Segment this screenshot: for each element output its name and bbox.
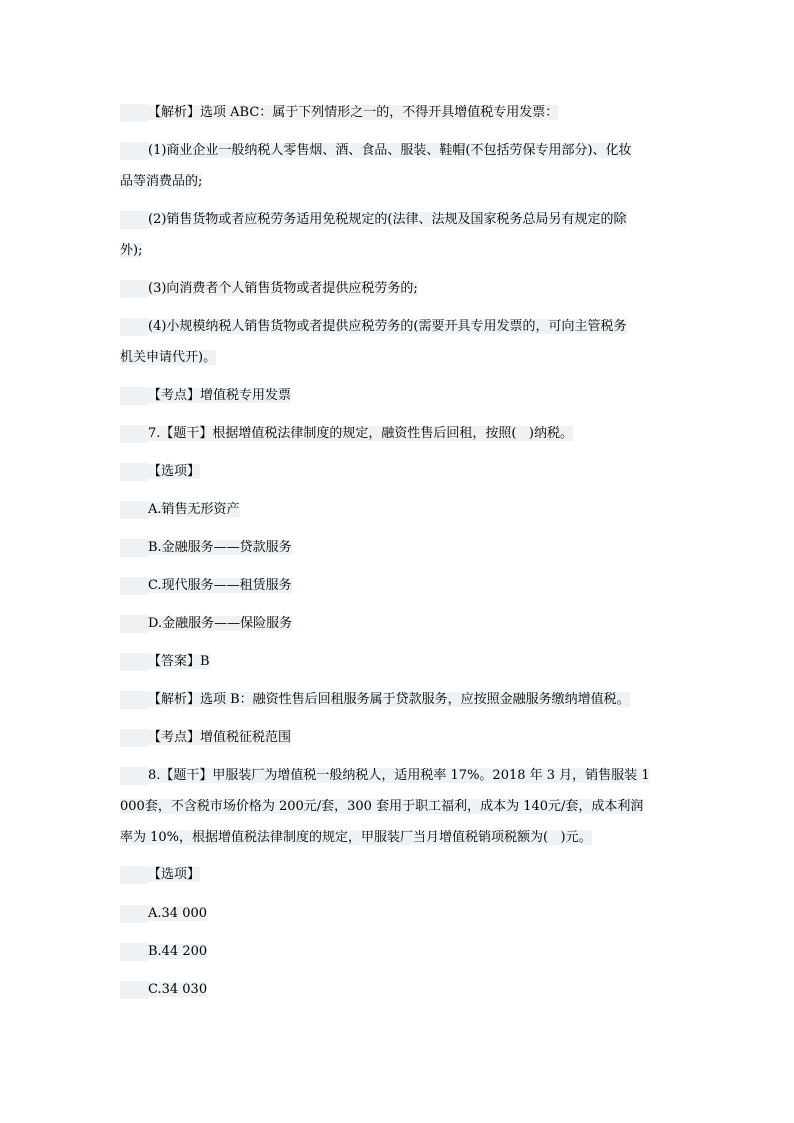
indent-marker bbox=[120, 142, 148, 160]
indent-marker bbox=[120, 425, 148, 443]
indent-marker bbox=[120, 318, 148, 336]
analysis-heading: 【解析】选项 ABC：属于下列情形之一的，不得开具增值税专用发票： bbox=[120, 104, 558, 122]
option-8-c: C.34 030 bbox=[120, 981, 207, 999]
indent-marker bbox=[120, 280, 148, 298]
indent-marker bbox=[120, 767, 148, 785]
list-item-2: (2)销售货物或者应税劳务适用免税规定的(法律、法规及国家税务总局另有规定的除 bbox=[120, 211, 627, 229]
indent-marker bbox=[120, 577, 148, 595]
option-7-b: B.金融服务——贷款服务 bbox=[120, 539, 292, 557]
list-item-4-continued: 机关申请代开)。 bbox=[120, 350, 217, 365]
indent-marker bbox=[120, 653, 148, 671]
indent-marker bbox=[120, 501, 148, 519]
indent-marker bbox=[120, 104, 148, 122]
indent-marker bbox=[120, 866, 148, 884]
list-item-1: (1)商业企业一般纳税人零售烟、酒、食品、服装、鞋帽(不包括劳保专用部分)、化妆 bbox=[120, 142, 632, 160]
indent-marker bbox=[120, 539, 148, 557]
indent-marker bbox=[120, 463, 148, 481]
indent-marker bbox=[120, 211, 148, 229]
question-8-stem-line-3: 率为 10%，根据增值税法律制度的规定，甲服装厂当月增值税销项税额为( )元。 bbox=[120, 830, 592, 845]
indent-marker bbox=[120, 387, 148, 405]
question-7-stem: 7.【题干】根据增值税法律制度的规定，融资性售后回租，按照( )纳税。 bbox=[120, 425, 573, 443]
analysis-7: 【解析】选项 B：融资性售后回租服务属于贷款服务，应按照金融服务缴纳增值税。 bbox=[120, 691, 630, 709]
question-8-stem: 8.【题干】甲服装厂为增值税一般纳税人，适用税率 17%。2018 年 3 月，销售服装 1 bbox=[120, 767, 650, 785]
list-item-2-continued: 外); bbox=[120, 243, 143, 258]
option-7-d: D.金融服务——保险服务 bbox=[120, 615, 292, 633]
option-7-c: C.现代服务——租赁服务 bbox=[120, 577, 292, 595]
indent-marker bbox=[120, 943, 148, 961]
indent-marker bbox=[120, 905, 148, 923]
key-point-7: 【考点】增值税征税范围 bbox=[120, 729, 291, 747]
option-8-b: B.44 200 bbox=[120, 943, 207, 961]
list-item-1-continued: 品等消费品的; bbox=[120, 174, 203, 189]
option-7-a: A.销售无形资产 bbox=[120, 501, 240, 519]
option-8-a: A.34 000 bbox=[120, 905, 207, 923]
answer-7: 【答案】B bbox=[120, 653, 210, 671]
options-heading-8: 【选项】 bbox=[120, 866, 200, 884]
list-item-4: (4)小规模纳税人销售货物或者提供应税劳务的(需要开具专用发票的，可向主管税务 bbox=[120, 318, 627, 336]
list-item-3: (3)向消费者个人销售货物或者提供应税劳务的; bbox=[120, 280, 418, 298]
indent-marker bbox=[120, 981, 148, 999]
indent-marker bbox=[120, 729, 148, 747]
key-point-1: 【考点】增值税专用发票 bbox=[120, 387, 291, 405]
indent-marker bbox=[120, 691, 148, 709]
question-8-stem-line-2: 000套，不含税市场价格为 200元/套，300 套用于职工福利，成本为 140元/套，成本利润 bbox=[120, 799, 644, 814]
indent-marker bbox=[120, 615, 148, 633]
options-heading-7: 【选项】 bbox=[120, 463, 200, 481]
